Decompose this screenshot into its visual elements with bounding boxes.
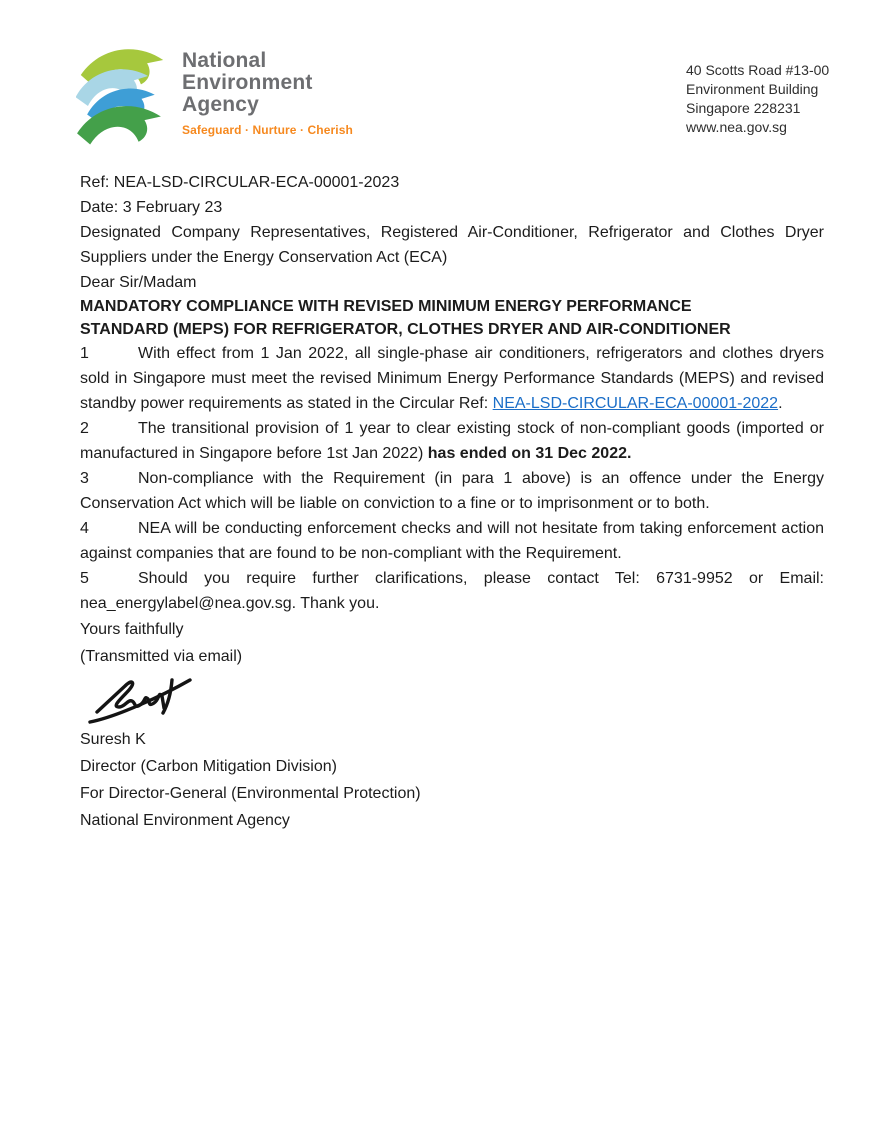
paragraph-text: Non-compliance with the Requirement (in para 1 above) is an offence under the Energy Conservation Act which will be liable on conviction to a fine or to imprisonment or to both. xyxy=(80,470,824,512)
nea-swirl-logo-icon xyxy=(76,40,178,150)
agency-website: www.nea.gov.sg xyxy=(686,119,787,135)
valediction: Yours faithfully xyxy=(80,621,184,638)
signer-name: Suresh K xyxy=(80,731,146,748)
agency-address-block xyxy=(686,61,829,137)
paragraph-number: 5 xyxy=(80,570,89,587)
signer-for-line: For Director-General (Environmental Protection) xyxy=(80,785,421,802)
address-line: 40 Scotts Road #13-00 xyxy=(686,62,830,78)
reference-line: Ref: NEA-LSD-CIRCULAR-ECA-00001-2023 xyxy=(80,174,400,191)
subject-line-1: MANDATORY COMPLIANCE WITH REVISED MINIMUM ENERGY PERFORMANCE xyxy=(80,298,692,315)
letter-body xyxy=(80,170,824,834)
org-name-line: Environment xyxy=(182,71,313,94)
logo-tagline: Safeguard · Nurture · Cherish xyxy=(182,123,353,137)
circular-ref-link[interactable]: NEA-LSD-CIRCULAR-ECA-00001-2022 xyxy=(492,395,779,412)
paragraph-text: NEA will be conducting enforcement checks and will not hesitate from taking enforcement action against companies that are found to be non-compliant with the Requirement. xyxy=(80,520,824,562)
org-name-line: Agency xyxy=(182,93,260,116)
nea-logo-text xyxy=(178,40,353,150)
subject-line-2: STANDARD (MEPS) FOR REFRIGERATOR, CLOTHES DRYER AND AIR-CONDITIONER xyxy=(80,321,731,338)
paragraph-2 xyxy=(80,416,824,466)
signature-image xyxy=(84,670,204,726)
salutation: Dear Sir/Madam xyxy=(80,274,197,291)
paragraph-4 xyxy=(80,516,824,566)
signer-block xyxy=(80,726,824,834)
paragraph-number: 4 xyxy=(80,520,89,537)
address-line: Singapore 228231 xyxy=(686,100,801,116)
signer-org: National Environment Agency xyxy=(80,812,290,829)
paragraph-text: . xyxy=(778,395,783,412)
signer-title: Director (Carbon Mitigation Division) xyxy=(80,758,337,775)
address-line: Environment Building xyxy=(686,81,819,97)
paragraph-3 xyxy=(80,466,824,516)
recipients-line: Designated Company Representatives, Registered Air-Conditioner, Refrigerator and Clothes Dryer Suppliers under the Energy Conservation Act (ECA) xyxy=(80,224,824,266)
paragraph-1 xyxy=(80,341,824,416)
transmission-note: (Transmitted via email) xyxy=(80,648,243,665)
paragraph-text: Should you require further clarifications, please contact Tel: 6731-9952 or Email: xyxy=(138,570,824,587)
paragraph-number: 2 xyxy=(80,420,89,437)
paragraph-5 xyxy=(80,566,824,616)
org-name-line: National xyxy=(182,49,267,72)
contact-email: nea_energylabel@nea.gov.sg xyxy=(80,595,292,612)
date-line: Date: 3 February 23 xyxy=(80,199,223,216)
nea-logo xyxy=(76,40,353,150)
paragraph-text: . Thank you. xyxy=(291,595,380,612)
paragraph-number: 1 xyxy=(80,345,89,362)
deadline-emphasis: has ended on 31 Dec 2022. xyxy=(427,445,632,462)
paragraph-text: With effect from 1 Jan 2022, all single-phase air conditioners, refrigerators and clothes dryers sold in Singapore must meet the revised Minimum Energy Performance Standards (MEPS) and revised standby power requirements as stated in the Circular Ref: xyxy=(80,345,824,412)
closing-block xyxy=(80,616,824,670)
paragraph-text: The transitional provision of 1 year to clear existing stock of non-compliant goods (imported or manufactured in Singapore before 1st Jan 2022) xyxy=(80,420,824,462)
subject-heading xyxy=(80,295,824,341)
paragraph-number: 3 xyxy=(80,470,89,487)
